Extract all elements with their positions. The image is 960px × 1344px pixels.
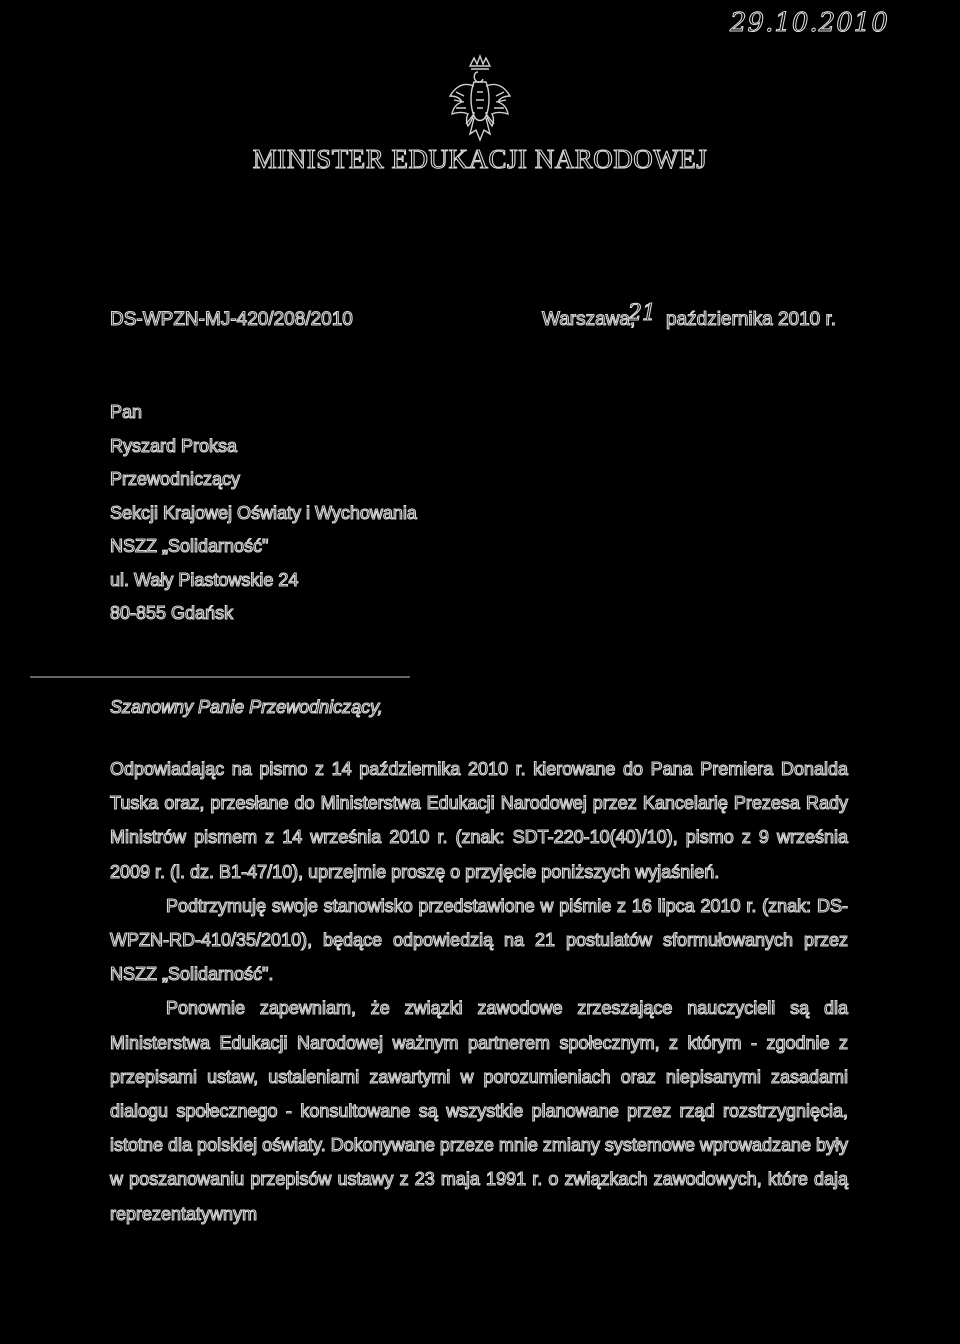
- ministry-header: MINISTER EDUKACJI NARODOWEJ: [252, 144, 708, 174]
- letter-body: [110, 752, 848, 1231]
- scan-artifact-line: [30, 676, 410, 678]
- body-paragraph: Ponownie zapewniam, że związki zawodowe zrzeszające nauczycieli są dla Ministerstwa Edukacji Narodowej ważnym partnerem społecznym, z którym - zgodnie z przepisami ustaw, ustaleniami zawartymi w porozumieniach oraz niepisanymi zasadami dialogu społecznego - konsultowane są wszystkie planowane przez rząd rozstrzygnięcia, istotne dla polskiej oświaty. Dokonywane przeze mnie zmiany systemowe wprowadzane były w poszanowaniu przepisów ustawy z 23 maja 1991 r. o związkach zawodowych, które dają reprezentatywnym: [110, 998, 848, 1224]
- salutation: Szanowny Panie Przewodniczący,: [110, 697, 383, 717]
- recipient-line: Przewodniczący: [110, 469, 241, 489]
- handwritten-date: 29.10.2010: [730, 8, 889, 38]
- recipient-line: Ryszard Proksa: [110, 435, 238, 456]
- place-label: Warszawa,: [542, 309, 636, 330]
- recipient-line: Pan: [110, 402, 143, 422]
- polish-eagle-emblem-icon: [444, 52, 516, 144]
- date-month-year: października 2010 r.: [666, 309, 837, 330]
- reference-line: [110, 301, 850, 339]
- recipient-line: NSZZ „Solidarność": [110, 536, 269, 556]
- recipient-address: [110, 396, 417, 631]
- recipient-line: Sekcji Krajowej Oświaty i Wychowania: [110, 502, 417, 523]
- body-paragraph: Podtrzymuję swoje stanowisko przedstawione w piśmie z 16 lipca 2010 r. (znak: DS-WPZN-RD-410/35/2010), będące odpowiedzią na 21 postulatów sformułowanych przez NSZZ „Solidarność".: [110, 895, 848, 985]
- recipient-line: 80-855 Gdańsk: [110, 603, 234, 623]
- recipient-line: ul. Wały Piastowskie 24: [110, 569, 299, 590]
- body-paragraph: Odpowiadając na pismo z 14 października 2010 r. kierowane do Pana Premiera Donalda Tuska oraz, przesłane do Ministerstwa Edukacji Narodowej przez Kancelarię Prezesa Rady Ministrów pismem z 14 września 2010 r. (znak: SDT-220-10(40)/10), pismo z 9 września 2009 r. (l. dz. B1-47/10), uprzejmie proszę o przyjęcie poniższych wyjaśnień.: [110, 759, 848, 882]
- reference-number: DS-WPZN-MJ-420/208/2010: [110, 309, 353, 330]
- handwritten-day: 21: [628, 301, 656, 326]
